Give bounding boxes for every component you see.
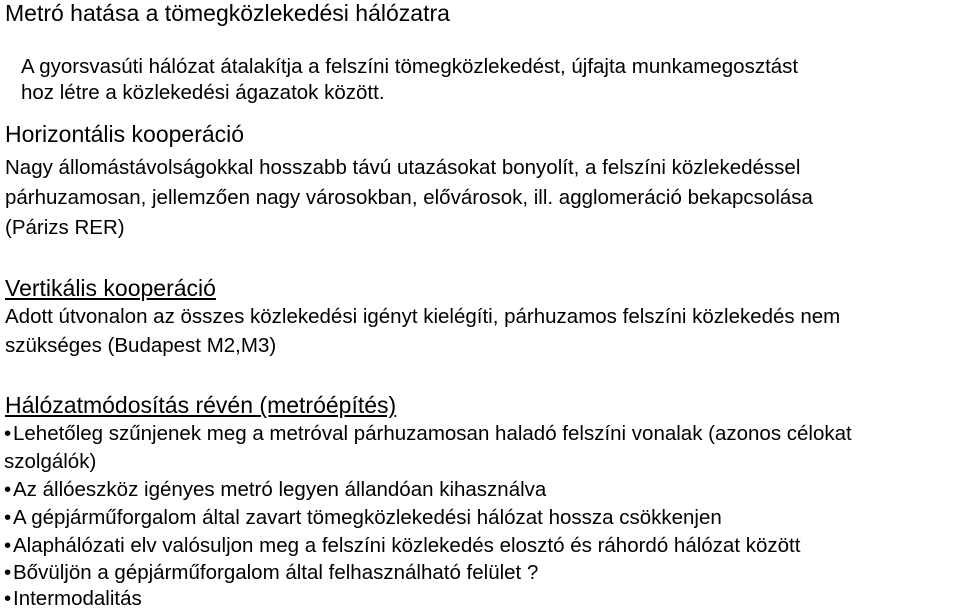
bullet-item xyxy=(4,587,142,611)
intro-line-1: A gyorsvasúti hálózat átalakítja a felszíni tömegközlekedést, újfajta munkamegosztást xyxy=(21,55,799,78)
horizontal-line-2: párhuzamosan, jellemzően nagy városokban, elővárosok, ill. agglomeráció bekapcsolása xyxy=(5,186,813,209)
vertical-line-1: Adott útvonalon az összes közlekedési igényt kielégíti, párhuzamos felszíni közlekedés nem xyxy=(5,305,841,328)
bullet-icon: • xyxy=(4,561,12,584)
vertical-line-2: szükséges (Budapest M2,M3) xyxy=(5,334,277,357)
bullet-text: A gépjárműforgalom által zavart tömegközlekedési hálózat hossza csökkenjen xyxy=(13,506,722,529)
bullet-text: Intermodalitás xyxy=(13,587,142,610)
network-heading: Hálózatmódosítás révén (metróépítés) xyxy=(5,392,397,418)
bullet-item xyxy=(4,561,538,585)
horizontal-line-1: Nagy állomástávolságokkal hosszabb távú utazásokat bonyolít, a felszíni közlekedéssel xyxy=(5,156,801,179)
bullet-continuation: szolgálók) xyxy=(4,450,97,473)
bullet-item xyxy=(4,506,722,530)
horizontal-heading: Horizontális kooperáció xyxy=(5,121,245,147)
bullet-icon: • xyxy=(4,534,12,557)
horizontal-line-3: (Párizs RER) xyxy=(5,216,125,239)
bullet-text: Bővüljön a gépjárműforgalom által felhasználható felület ? xyxy=(13,561,539,584)
vertical-heading: Vertikális kooperáció xyxy=(5,275,216,301)
bullet-icon: • xyxy=(4,478,12,501)
bullet-icon: • xyxy=(4,506,12,529)
bullet-item xyxy=(4,534,800,558)
bullet-icon: • xyxy=(4,587,12,610)
bullet-item xyxy=(4,478,546,502)
bullet-icon: • xyxy=(4,422,12,445)
bullet-item xyxy=(4,422,852,446)
page-title: Metró hatása a tömegközlekedési hálózatra xyxy=(5,0,450,26)
bullet-text: Lehetőleg szűnjenek meg a metróval párhuzamosan haladó felszíni vonalak (azonos célokat xyxy=(13,422,852,445)
intro-line-2: hoz létre a közlekedési ágazatok között. xyxy=(21,81,385,104)
bullet-text: Az állóeszköz igényes metró legyen állandóan kihasználva xyxy=(13,478,547,501)
bullet-text: Alaphálózati elv valósuljon meg a felszíni közlekedés elosztó és ráhordó hálózat között xyxy=(13,534,801,557)
